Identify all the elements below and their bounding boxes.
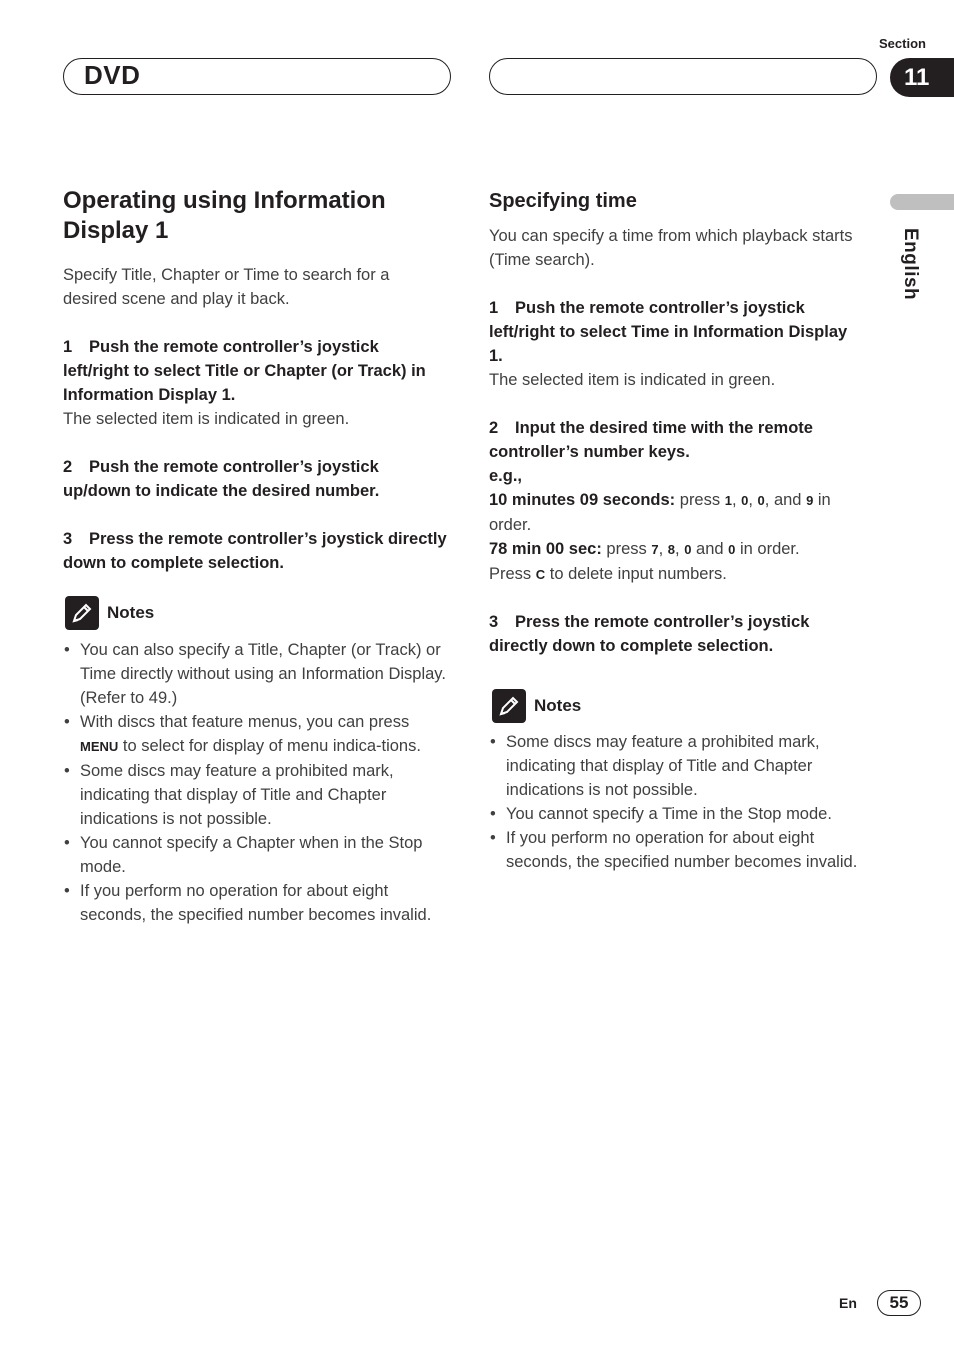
number-key: 0 [728, 542, 736, 557]
note-item: • If you perform no operation for about eight seconds, the specified number becomes invalid. [63, 879, 448, 927]
note-item: • You cannot specify a Chapter when in the Stop mode. [63, 831, 448, 879]
step-number: 2 [63, 458, 73, 476]
pencil-note-icon [492, 689, 526, 723]
example-text: press [679, 491, 721, 509]
section-label: Section [879, 36, 926, 51]
note-text: to select for display of menu indica-tions. [122, 737, 421, 755]
clear-key: C [535, 567, 546, 582]
notes-label: Notes [107, 603, 155, 622]
left-step-3 [63, 527, 448, 575]
step-text: Push the remote controller’s joystick left/right to select Time in Information Display 1. [489, 299, 848, 365]
note-item: • You cannot specify a Time in the Stop mode. [489, 802, 864, 826]
left-step-1 [63, 335, 448, 407]
language-label: English [900, 228, 921, 301]
left-step-1-note: The selected item is indicated in green. [63, 410, 350, 428]
number-key: 8 [667, 542, 676, 557]
right-column [489, 186, 864, 874]
left-step-2 [63, 455, 448, 503]
step-text: Input the desired time with the remote controller’s number keys. [489, 419, 813, 461]
menu-key: MENU [80, 739, 119, 754]
example-label: e.g., [489, 467, 523, 485]
instruction-text: to delete input numbers. [549, 565, 727, 583]
header-product-pill [63, 58, 451, 95]
note-item: • You can also specify a Title, Chapter (or Track) or Time directly without using an Information Display. (Refer to 49.) [63, 638, 448, 710]
example-2-label: 78 min 00 sec: [489, 540, 602, 558]
step-number: 3 [489, 613, 499, 631]
example-text: and [773, 491, 802, 509]
right-step-1 [489, 296, 864, 368]
page-number: 55 [877, 1290, 921, 1316]
pencil-note-icon [65, 596, 99, 630]
step-text: Press the remote controller’s joystick directly down to complete selection. [489, 613, 810, 655]
step-number: 2 [489, 419, 499, 437]
example-text: press [606, 540, 647, 558]
step-number: 1 [63, 338, 73, 356]
product-label: DVD [84, 60, 141, 90]
right-step-1-note: The selected item is indicated in green. [489, 371, 776, 389]
left-intro: Specify Title, Chapter or Time to search for a desired scene and play it back. [63, 266, 390, 308]
header-blank-pill [489, 58, 877, 95]
delete-instruction [489, 562, 864, 587]
example-2: 78 min 00 sec: press 7, 8, 0 and 0 in order. [489, 540, 800, 558]
step-number: 3 [63, 530, 73, 548]
number-key: 9 [806, 493, 814, 508]
notes-label: Notes [534, 696, 582, 715]
number-key: 7 [651, 542, 659, 557]
number-key: 1 [724, 493, 732, 508]
note-item [63, 710, 448, 759]
step-number: 1 [489, 299, 499, 317]
example-1-label: 10 minutes 09 seconds: [489, 491, 676, 509]
number-key: 0 [684, 542, 692, 557]
step-text: Push the remote controller’s joystick left/right to select Title or Chapter (or Track) in Information Display 1. [63, 338, 426, 404]
left-title: Operating using Information Display 1 [63, 187, 386, 244]
note-text: With discs that feature menus, you can press [80, 713, 410, 731]
example-text: in order. [739, 540, 800, 558]
language-tab [890, 194, 954, 210]
instruction-text: Press [489, 565, 532, 583]
number-key: 0 [741, 493, 749, 508]
number-key: 0 [757, 493, 765, 508]
section-number-tab: 11 [890, 58, 954, 97]
example-1: 10 minutes 09 seconds: press 1, 0, 0, and 9 in order. [489, 491, 831, 534]
right-step-2 [489, 416, 864, 464]
right-title: Specifying time [489, 190, 637, 212]
right-notes-list [489, 730, 864, 874]
note-item: • Some discs may feature a prohibited mark, indicating that display of Title and Chapter indications is not possible. [63, 759, 448, 831]
right-notes-header [492, 689, 864, 723]
footer-language: En [839, 1295, 857, 1311]
step-text: Push the remote controller’s joystick up/down to indicate the desired number. [63, 458, 380, 500]
note-item: • If you perform no operation for about eight seconds, the specified number becomes invalid. [489, 826, 864, 874]
right-step-3 [489, 610, 864, 658]
example-text: in order. [489, 491, 831, 534]
left-notes-list [63, 638, 448, 927]
example-text: and [696, 540, 724, 558]
note-item: • Some discs may feature a prohibited mark, indicating that display of Title and Chapter indications is not possible. [489, 730, 864, 802]
left-notes-header [65, 596, 448, 630]
left-column [63, 186, 448, 927]
right-intro: You can specify a time from which playback starts (Time search). [489, 227, 853, 269]
step-text: Press the remote controller’s joystick directly down to complete selection. [63, 530, 447, 572]
